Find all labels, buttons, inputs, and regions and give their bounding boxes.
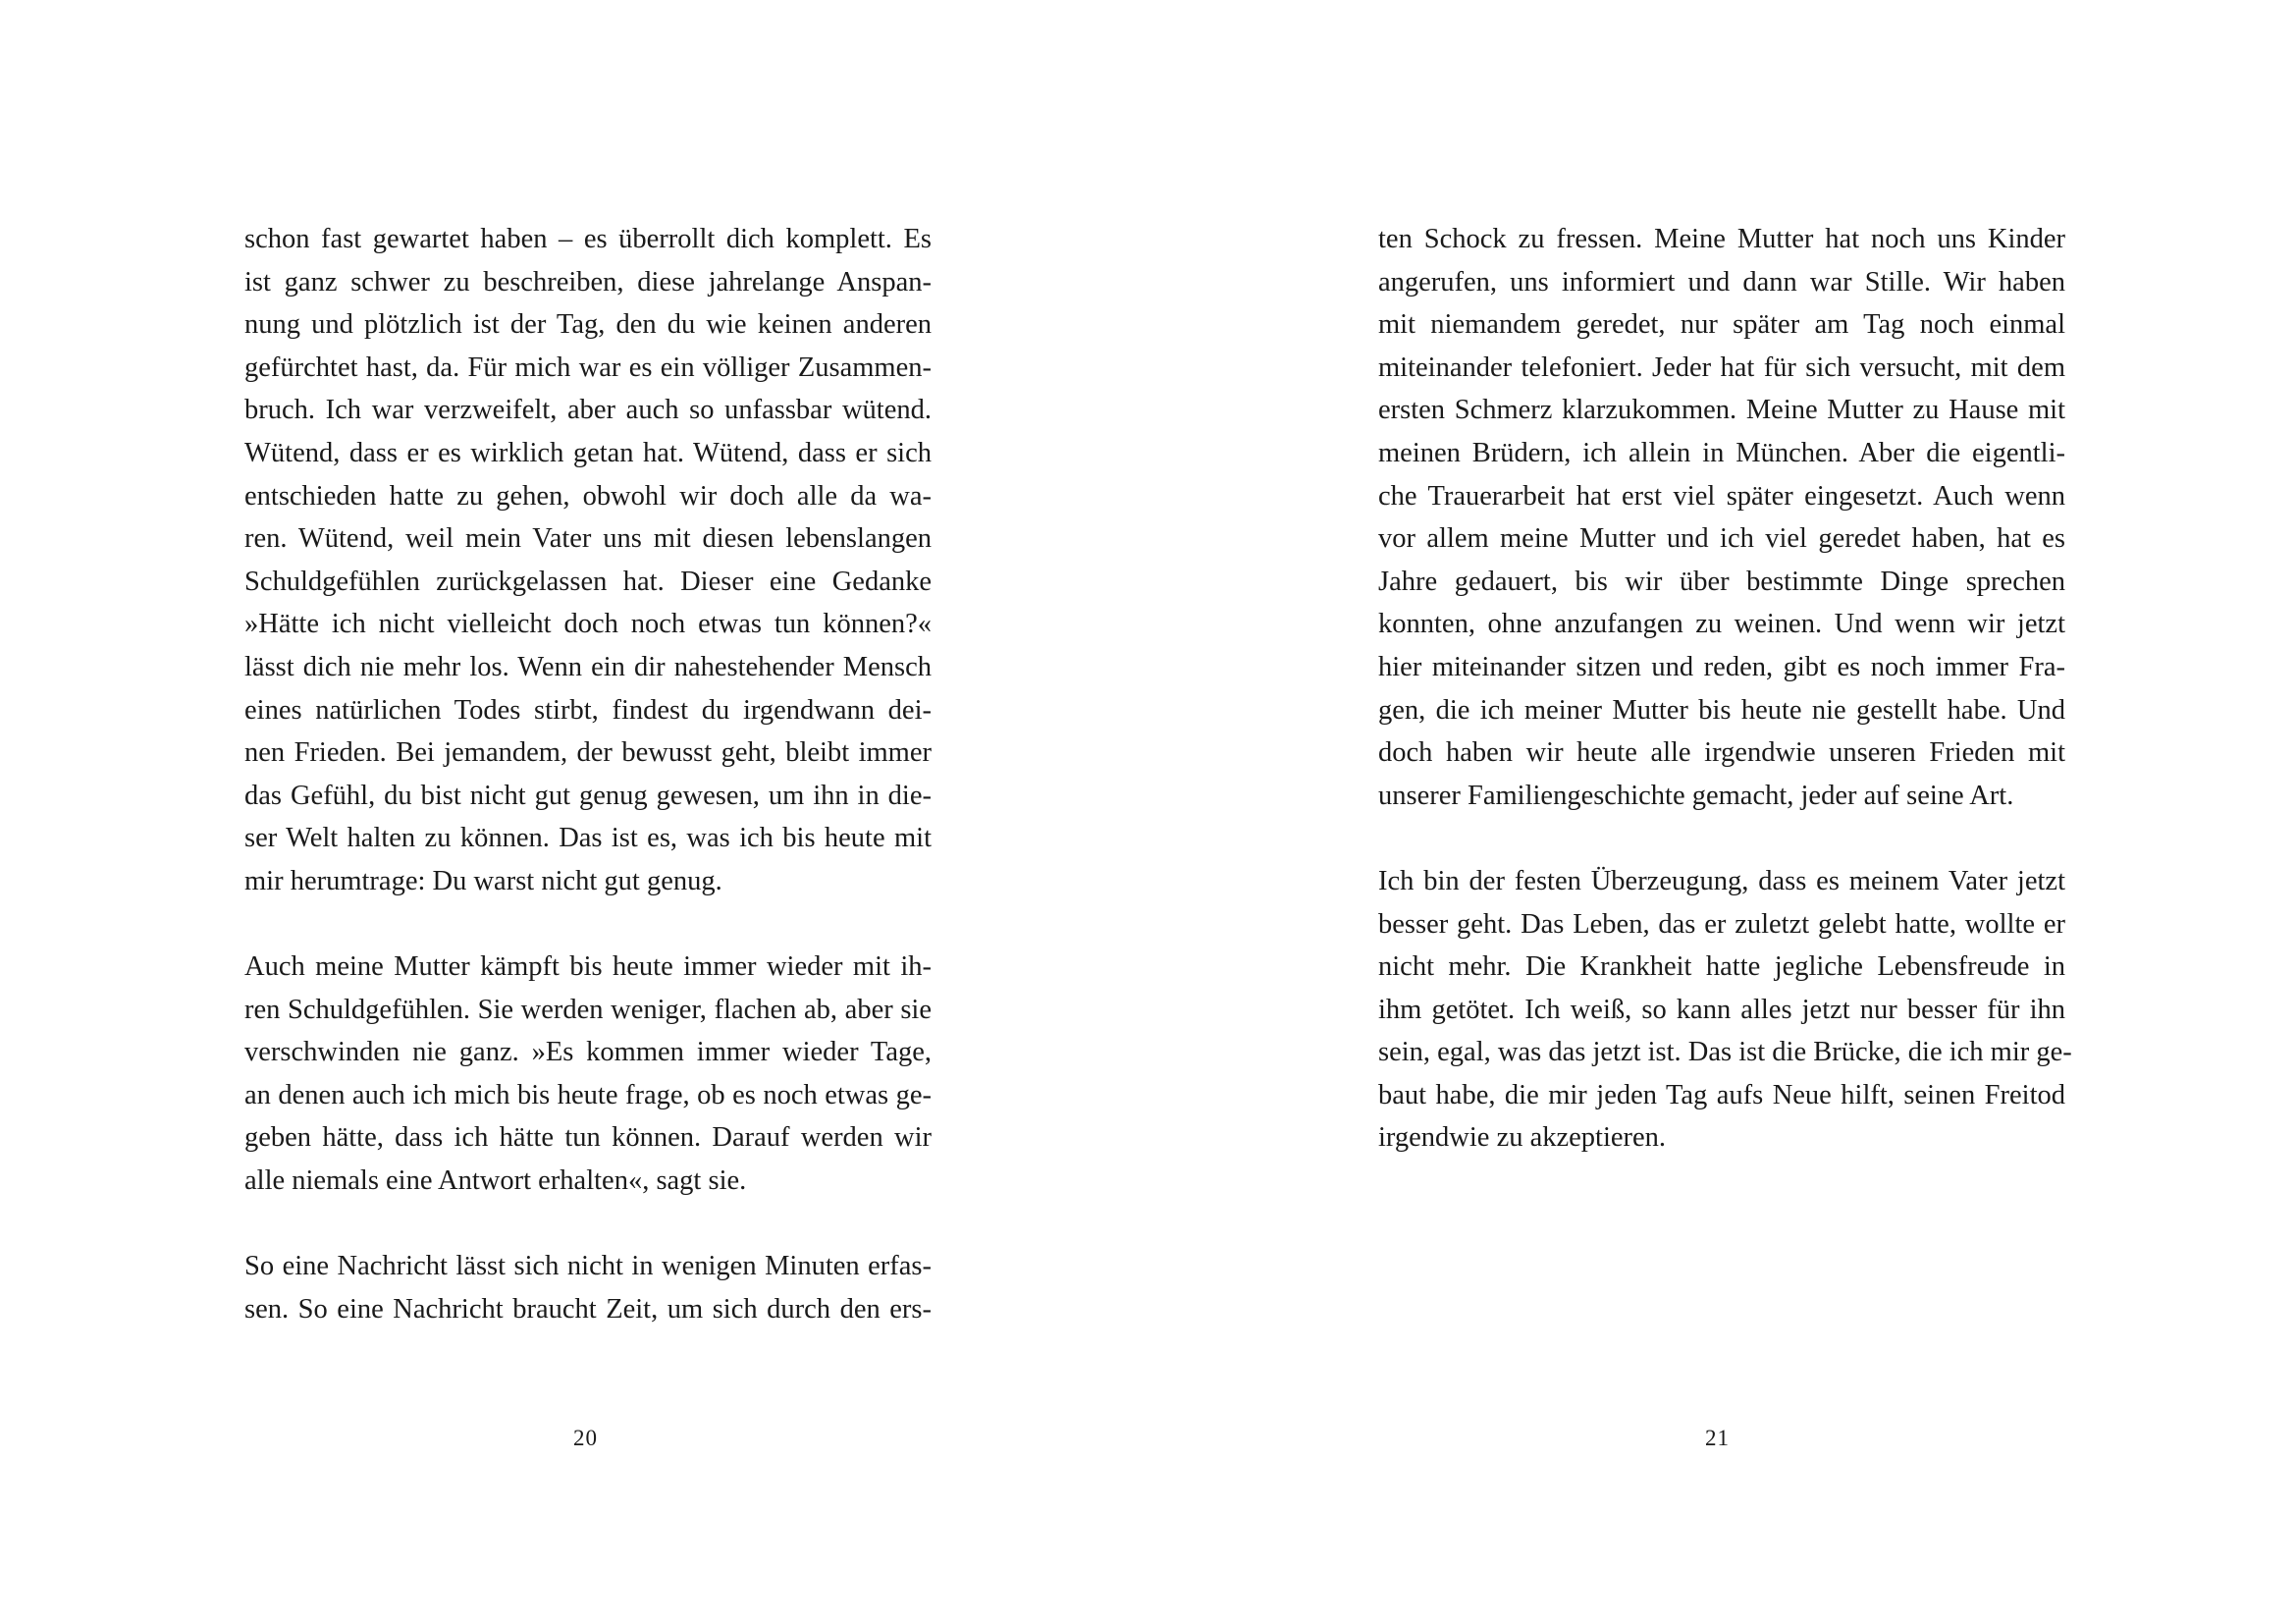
- text-line: schon fast gewartet haben – es überrollt dich komplett. Es: [244, 224, 932, 254]
- paragraph-gap: [244, 1203, 932, 1246]
- text-line: verschwinden nie ganz. »Es kommen immer wieder Tage,: [244, 1037, 932, 1068]
- text-line: alle niemals eine Antwort erhalten«, sagt sie.: [244, 1165, 747, 1197]
- text-line: Wütend, dass er es wirklich getan hat. Wütend, dass er sich: [244, 437, 932, 468]
- text-line: angerufen, uns informiert und dann war Stille. Wir haben: [1378, 266, 2065, 298]
- text-line: ren. Wütend, weil mein Vater uns mit diesen lebenslangen: [244, 523, 932, 555]
- text-line: ihm getötet. Ich weiß, so kann alles jetzt nur besser für ihn: [1378, 994, 2065, 1025]
- text-line: meinen Brüdern, ich allein in München. Aber die eigentli-: [1378, 437, 2065, 468]
- text-line: ser Welt halten zu können. Das ist es, was ich bis heute mit: [244, 823, 932, 854]
- text-line: che Trauerarbeit hat erst viel später eingesetzt. Auch wenn: [1378, 480, 2065, 512]
- paragraph: [244, 218, 932, 903]
- text-line: Ich bin der festen Überzeugung, dass es meinem Vater jetzt: [1378, 865, 2065, 896]
- text-line: ersten Schmerz klarzukommen. Meine Mutter zu Hause mit: [1378, 395, 2065, 426]
- text-line: baut habe, die mir jeden Tag aufs Neue hilft, seinen Freitod: [1378, 1079, 2065, 1110]
- text-line: ren Schuldgefühlen. Sie werden weniger, flachen ab, aber sie: [244, 994, 932, 1025]
- text-line: das Gefühl, du bist nicht gut genug gewesen, um ihn in die-: [244, 780, 932, 811]
- text-line: vor allem meine Mutter und ich viel geredet haben, hat es: [1378, 523, 2065, 555]
- text-line: besser geht. Das Leben, das er zuletzt gelebt hatte, wollte er: [1378, 908, 2065, 940]
- text-line: hier miteinander sitzen und reden, gibt es noch immer Fra-: [1378, 651, 2065, 682]
- page-number: 20: [573, 1426, 598, 1450]
- text-line: mit niemandem geredet, nur später am Tag noch einmal: [1378, 309, 2065, 341]
- paragraph: [244, 1245, 932, 1330]
- text-line: geben hätte, dass ich hätte tun können. Darauf werden wir: [244, 1122, 932, 1154]
- paragraph: [1378, 218, 2065, 817]
- paragraph: [1378, 860, 2072, 1160]
- text-line: entschieden hatte zu gehen, obwohl wir doch alle da wa-: [244, 480, 932, 512]
- text-line: Jahre gedauert, bis wir über bestimmte Dinge sprechen: [1378, 566, 2065, 597]
- text-line: ten Schock zu fressen. Meine Mutter hat noch uns Kinder: [1378, 224, 2065, 254]
- text-line: mir herumtrage: Du warst nicht gut genug.: [244, 865, 722, 896]
- paragraph: [244, 946, 932, 1203]
- text-line: sen. So eine Nachricht braucht Zeit, um sich durch den ers-: [244, 1293, 932, 1325]
- text-line: an denen auch ich mich bis heute frage, ob es noch etwas ge-: [244, 1079, 932, 1110]
- text-line: lässt dich nie mehr los. Wenn ein dir nahestehender Mensch: [244, 651, 932, 682]
- text-line: gen, die ich meiner Mutter bis heute nie gestellt habe. Und: [1378, 694, 2065, 726]
- text-line: sein, egal, was das jetzt ist. Das ist die Brücke, die ich mir ge-: [1378, 1037, 2072, 1068]
- text-line: Auch meine Mutter kämpft bis heute immer wieder mit ih-: [244, 951, 932, 983]
- text-line: irgendwie zu akzeptieren.: [1378, 1122, 1667, 1154]
- text-line: eines natürlichen Todes stirbt, findest du irgendwann dei-: [244, 694, 932, 726]
- text-line: konnten, ohne anzufangen zu weinen. Und wenn wir jetzt: [1378, 609, 2065, 640]
- text-line: So eine Nachricht lässt sich nicht in wenigen Minuten erfas-: [244, 1251, 932, 1282]
- text-line: miteinander telefoniert. Jeder hat für sich versucht, mit dem: [1378, 352, 2065, 383]
- text-line: unserer Familiengeschichte gemacht, jeder auf seine Art.: [1378, 780, 2014, 811]
- left-page-text: [244, 218, 932, 1330]
- text-line: Schuldgefühlen zurückgelassen hat. Dieser eine Gedanke: [244, 566, 932, 597]
- text-line: nung und plötzlich ist der Tag, den du wie keinen anderen: [244, 309, 932, 341]
- text-line: gefürchtet hast, da. Für mich war es ein völliger Zusammen-: [244, 352, 932, 383]
- text-line: nen Frieden. Bei jemandem, der bewusst geht, bleibt immer: [244, 737, 932, 769]
- text-line: nicht mehr. Die Krankheit hatte jegliche Lebensfreude in: [1378, 951, 2065, 983]
- text-line: »Hätte ich nicht vielleicht doch noch etwas tun können?«: [244, 609, 932, 640]
- text-line: ist ganz schwer zu beschreiben, diese jahrelange Anspan-: [244, 266, 932, 298]
- text-line: doch haben wir heute alle irgendwie unseren Frieden mit: [1378, 737, 2065, 769]
- right-page-text: [1378, 218, 2072, 1160]
- text-line: bruch. Ich war verzweifelt, aber auch so unfassbar wütend.: [244, 395, 932, 426]
- page-number: 21: [1705, 1426, 1730, 1450]
- paragraph-gap: [244, 903, 932, 947]
- paragraph-gap: [1378, 817, 2065, 860]
- right-page: [1148, 0, 2296, 1623]
